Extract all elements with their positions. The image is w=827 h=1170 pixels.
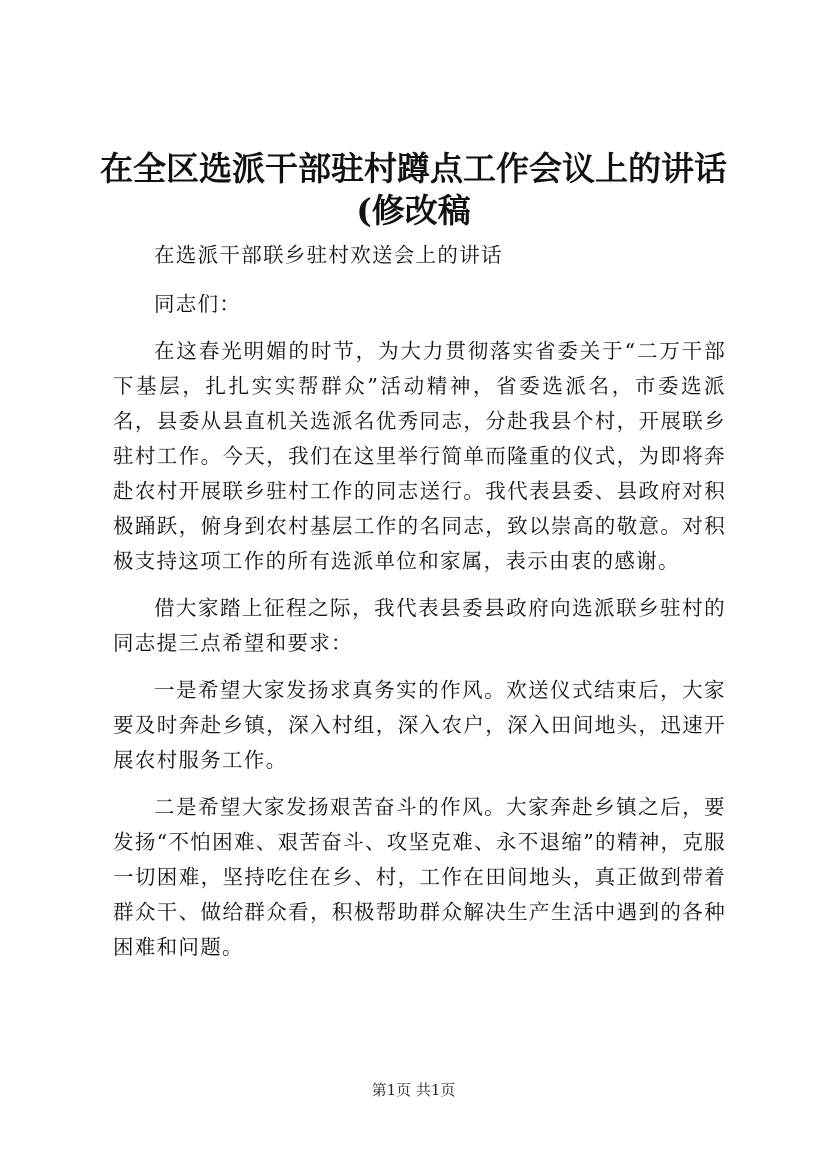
body-paragraph: 借大家踏上征程之际，我代表县委县政府向选派联乡驻村的同志提三点希望和要求：: [113, 596, 726, 655]
title-line-1: 在全区选派干部驻村蹲点工作会议上的讲话: [100, 149, 727, 188]
title-line-2: (修改稿: [356, 191, 471, 230]
body-paragraph: 二是希望大家发扬艰苦奋斗的作风。大家奔赴乡镇之后，要发扬“不怕困难、艰苦奋斗、攻坚克难、永不退缩”的精神，克服一切困难，坚持吃住在乡、村，工作在田间地头，真正做到带着群众干、做给群众看，积极帮助群众解决生产生活中遇到的各种困难和问题。: [113, 795, 726, 959]
body-paragraph: 一是希望大家发扬求真务实的作风。欢送仪式结束后，大家要及时奔赴乡镇，深入村组，深入农户，深入田间地头，迅速开展农村服务工作。: [113, 678, 726, 772]
body-paragraph: 在这春光明媚的时节，为大力贯彻落实省委关于“二万干部下基层，扎扎实实帮群众”活动精神，省委选派名，市委选派名，县委从县直机关选派名优秀同志，分赴我县个村，开展联乡驻村工作。今天，我们在这里举行简单而隆重的仪式，为即将奔赴农村开展联乡驻村工作的同志送行。我代表县委、县政府对积极踊跃，俯身到农村基层工作的名同志，致以崇高的敬意。对积极支持这项工作的所有选派单位和家属，表示由衷的感谢。: [113, 339, 726, 573]
document-body: [113, 238, 726, 977]
document-title: [100, 148, 727, 232]
page-footer: 第1页 共1页: [371, 1081, 456, 1099]
salutation-paragraph: 同志们：: [154, 292, 242, 316]
subtitle-paragraph: 在选派干部联乡驻村欢送会上的讲话: [154, 243, 503, 267]
